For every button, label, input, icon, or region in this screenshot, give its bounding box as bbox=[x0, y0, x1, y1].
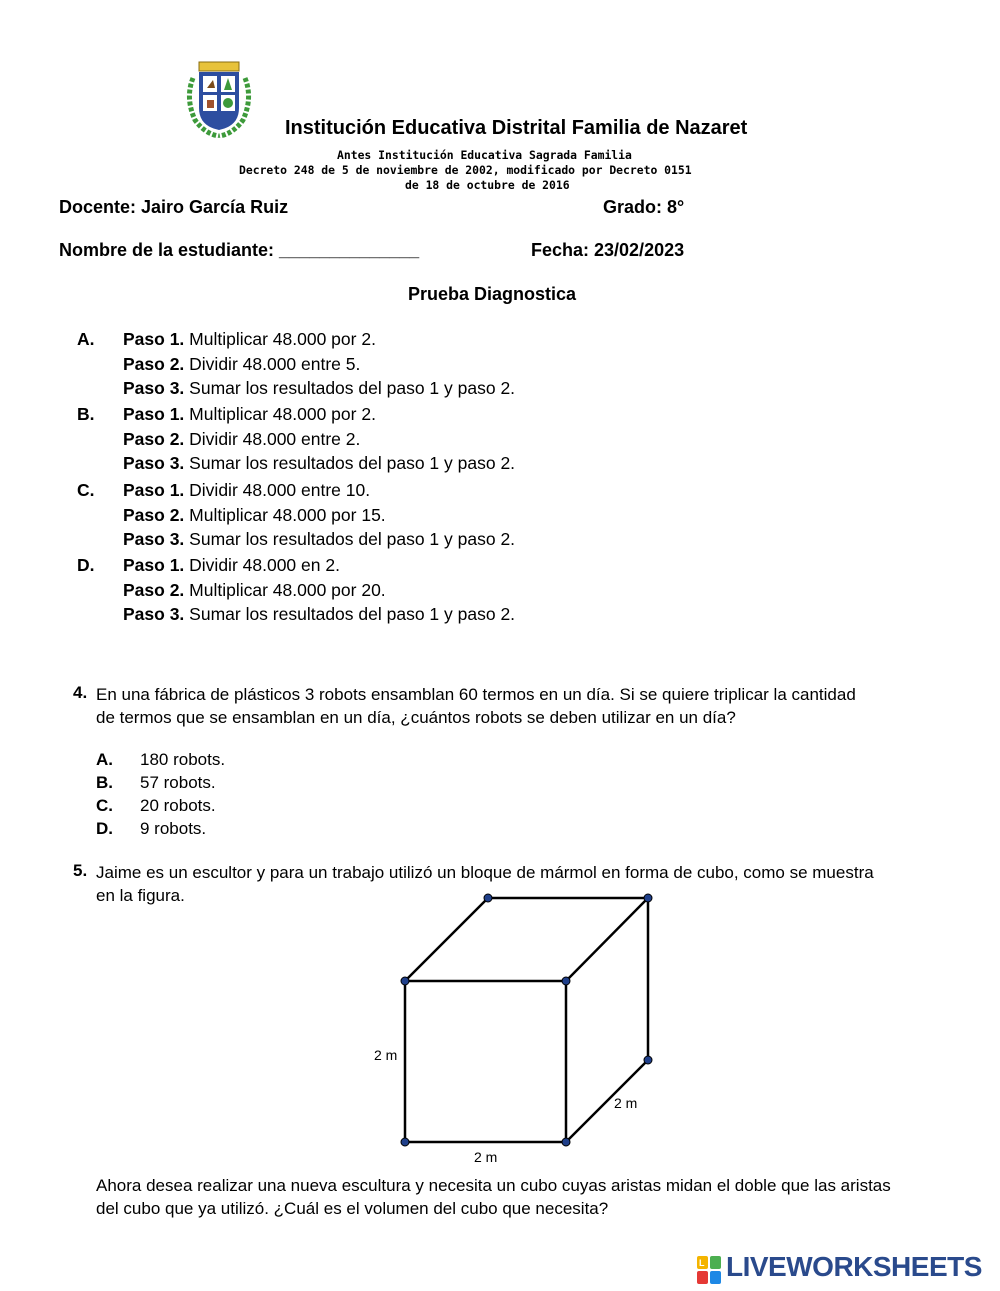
option-letter: C. bbox=[77, 480, 95, 500]
option-letter: D. bbox=[77, 555, 95, 575]
decree-date: de 18 de octubre de 2016 bbox=[405, 178, 570, 192]
step-text: Dividir 48.000 entre 5. bbox=[184, 353, 361, 374]
cube-label-bottom: 2 m bbox=[474, 1149, 498, 1165]
question-4-line-1: En una fábrica de plásticos 3 robots ensamblan 60 termos en un día. Si se quiere triplicar la cantidad bbox=[96, 685, 856, 704]
step-label: Paso 2. bbox=[123, 504, 185, 525]
answer-option bbox=[96, 750, 225, 770]
question-5-after-1: Ahora desea realizar una nueva escultura y necesita un cubo cuyas aristas midan el doble que las aristas bbox=[96, 1176, 891, 1195]
answer-text: 57 robots. bbox=[140, 773, 216, 792]
step-label: Paso 3. bbox=[123, 529, 185, 549]
step-text: Sumar los resultados del paso 1 y paso 2. bbox=[184, 604, 516, 624]
answer-option bbox=[96, 796, 216, 816]
cube-figure bbox=[360, 890, 680, 1170]
option-step bbox=[123, 378, 515, 399]
step-text: Sumar los resultados del paso 1 y paso 2. bbox=[184, 453, 516, 473]
answer-option bbox=[96, 773, 216, 793]
question-5-line-2: en la figura. bbox=[96, 886, 185, 905]
step-text: Multiplicar 48.000 por 20. bbox=[184, 579, 386, 600]
answer-letter: C. bbox=[96, 796, 113, 815]
student-name-field: Nombre de la estudiante: ______________ bbox=[59, 240, 420, 260]
grade: Grado: 8° bbox=[603, 197, 685, 217]
liveworksheets-watermark: LIVEWORKSHEETS bbox=[726, 1251, 982, 1282]
liveworksheets-badge-icon bbox=[697, 1256, 723, 1286]
step-label: Paso 3. bbox=[123, 453, 185, 473]
cube-label-left: 2 m bbox=[374, 1047, 398, 1063]
cube-label-right: 2 m bbox=[614, 1095, 638, 1111]
step-label: Paso 3. bbox=[123, 604, 185, 624]
option-step bbox=[123, 580, 386, 601]
cube-vertex bbox=[644, 1056, 652, 1064]
test-title: Prueba Diagnostica bbox=[408, 284, 577, 304]
option-step bbox=[123, 453, 515, 474]
answer-letter: A. bbox=[96, 750, 113, 769]
cube-vertex bbox=[401, 977, 409, 985]
cube-edge bbox=[566, 898, 648, 981]
school-crest-logo bbox=[183, 58, 255, 138]
answer-option bbox=[96, 819, 206, 839]
cube-vertex bbox=[401, 1138, 409, 1146]
step-label: Paso 1. bbox=[123, 329, 185, 349]
option-step bbox=[123, 555, 340, 576]
cube-vertex bbox=[484, 894, 492, 902]
option-step bbox=[123, 354, 360, 375]
step-label: Paso 1. bbox=[123, 404, 185, 424]
step-label: Paso 2. bbox=[123, 428, 185, 449]
step-text: Dividir 48.000 en 2. bbox=[184, 555, 340, 575]
answer-letter: D. bbox=[96, 819, 113, 838]
step-text: Dividir 48.000 entre 10. bbox=[184, 480, 371, 500]
step-text: Multiplicar 48.000 por 15. bbox=[184, 504, 386, 525]
step-label: Paso 1. bbox=[123, 480, 185, 500]
question-5-line-1: Jaime es un escultor y para un trabajo utilizó un bloque de mármol en forma de cubo, como se muestra bbox=[96, 863, 874, 882]
answer-text: 20 robots. bbox=[140, 796, 216, 815]
institution-name: Institución Educativa Distrital Familia de Nazaret bbox=[285, 117, 748, 139]
step-text: Multiplicar 48.000 por 2. bbox=[184, 404, 376, 424]
answer-text: 180 robots. bbox=[140, 750, 226, 769]
option-step bbox=[123, 480, 370, 501]
date: Fecha: 23/02/2023 bbox=[531, 240, 685, 260]
step-label: Paso 1. bbox=[123, 555, 185, 575]
decree-line: Decreto 248 de 5 de noviembre de 2002, modificado por Decreto 0151 bbox=[239, 163, 692, 177]
step-text: Multiplicar 48.000 por 2. bbox=[184, 329, 376, 349]
option-letter: B. bbox=[77, 404, 95, 424]
question-4-number: 4. bbox=[73, 683, 88, 702]
answer-letter: B. bbox=[96, 773, 113, 792]
teacher-name: Docente: Jairo García Ruiz bbox=[59, 197, 289, 217]
option-step bbox=[123, 604, 515, 625]
option-step bbox=[123, 404, 376, 425]
cube-vertex bbox=[562, 1138, 570, 1146]
option-step bbox=[123, 429, 360, 450]
question-5-after-2: del cubo que ya utilizó. ¿Cuál es el volumen del cubo que necesita? bbox=[96, 1199, 609, 1218]
former-name: Antes Institución Educativa Sagrada Familia bbox=[337, 148, 632, 162]
step-text: Dividir 48.000 entre 2. bbox=[184, 428, 361, 449]
option-letter: A. bbox=[77, 329, 95, 349]
step-label: Paso 2. bbox=[123, 353, 185, 374]
option-step bbox=[123, 329, 376, 350]
option-step bbox=[123, 505, 386, 526]
question-4-line-2: de termos que se ensamblan en un día, ¿cuántos robots se deben utilizar en un día? bbox=[96, 708, 736, 727]
step-text: Sumar los resultados del paso 1 y paso 2. bbox=[184, 378, 516, 398]
step-label: Paso 3. bbox=[123, 378, 185, 398]
question-5-number: 5. bbox=[73, 861, 88, 880]
step-label: Paso 2. bbox=[123, 579, 185, 600]
cube-vertex bbox=[644, 894, 652, 902]
answer-text: 9 robots. bbox=[140, 819, 207, 838]
step-text: Sumar los resultados del paso 1 y paso 2. bbox=[184, 529, 516, 549]
cube-edge bbox=[405, 898, 488, 981]
option-step bbox=[123, 529, 515, 550]
badge-letter: L bbox=[699, 1258, 705, 1268]
cube-vertex bbox=[562, 977, 570, 985]
